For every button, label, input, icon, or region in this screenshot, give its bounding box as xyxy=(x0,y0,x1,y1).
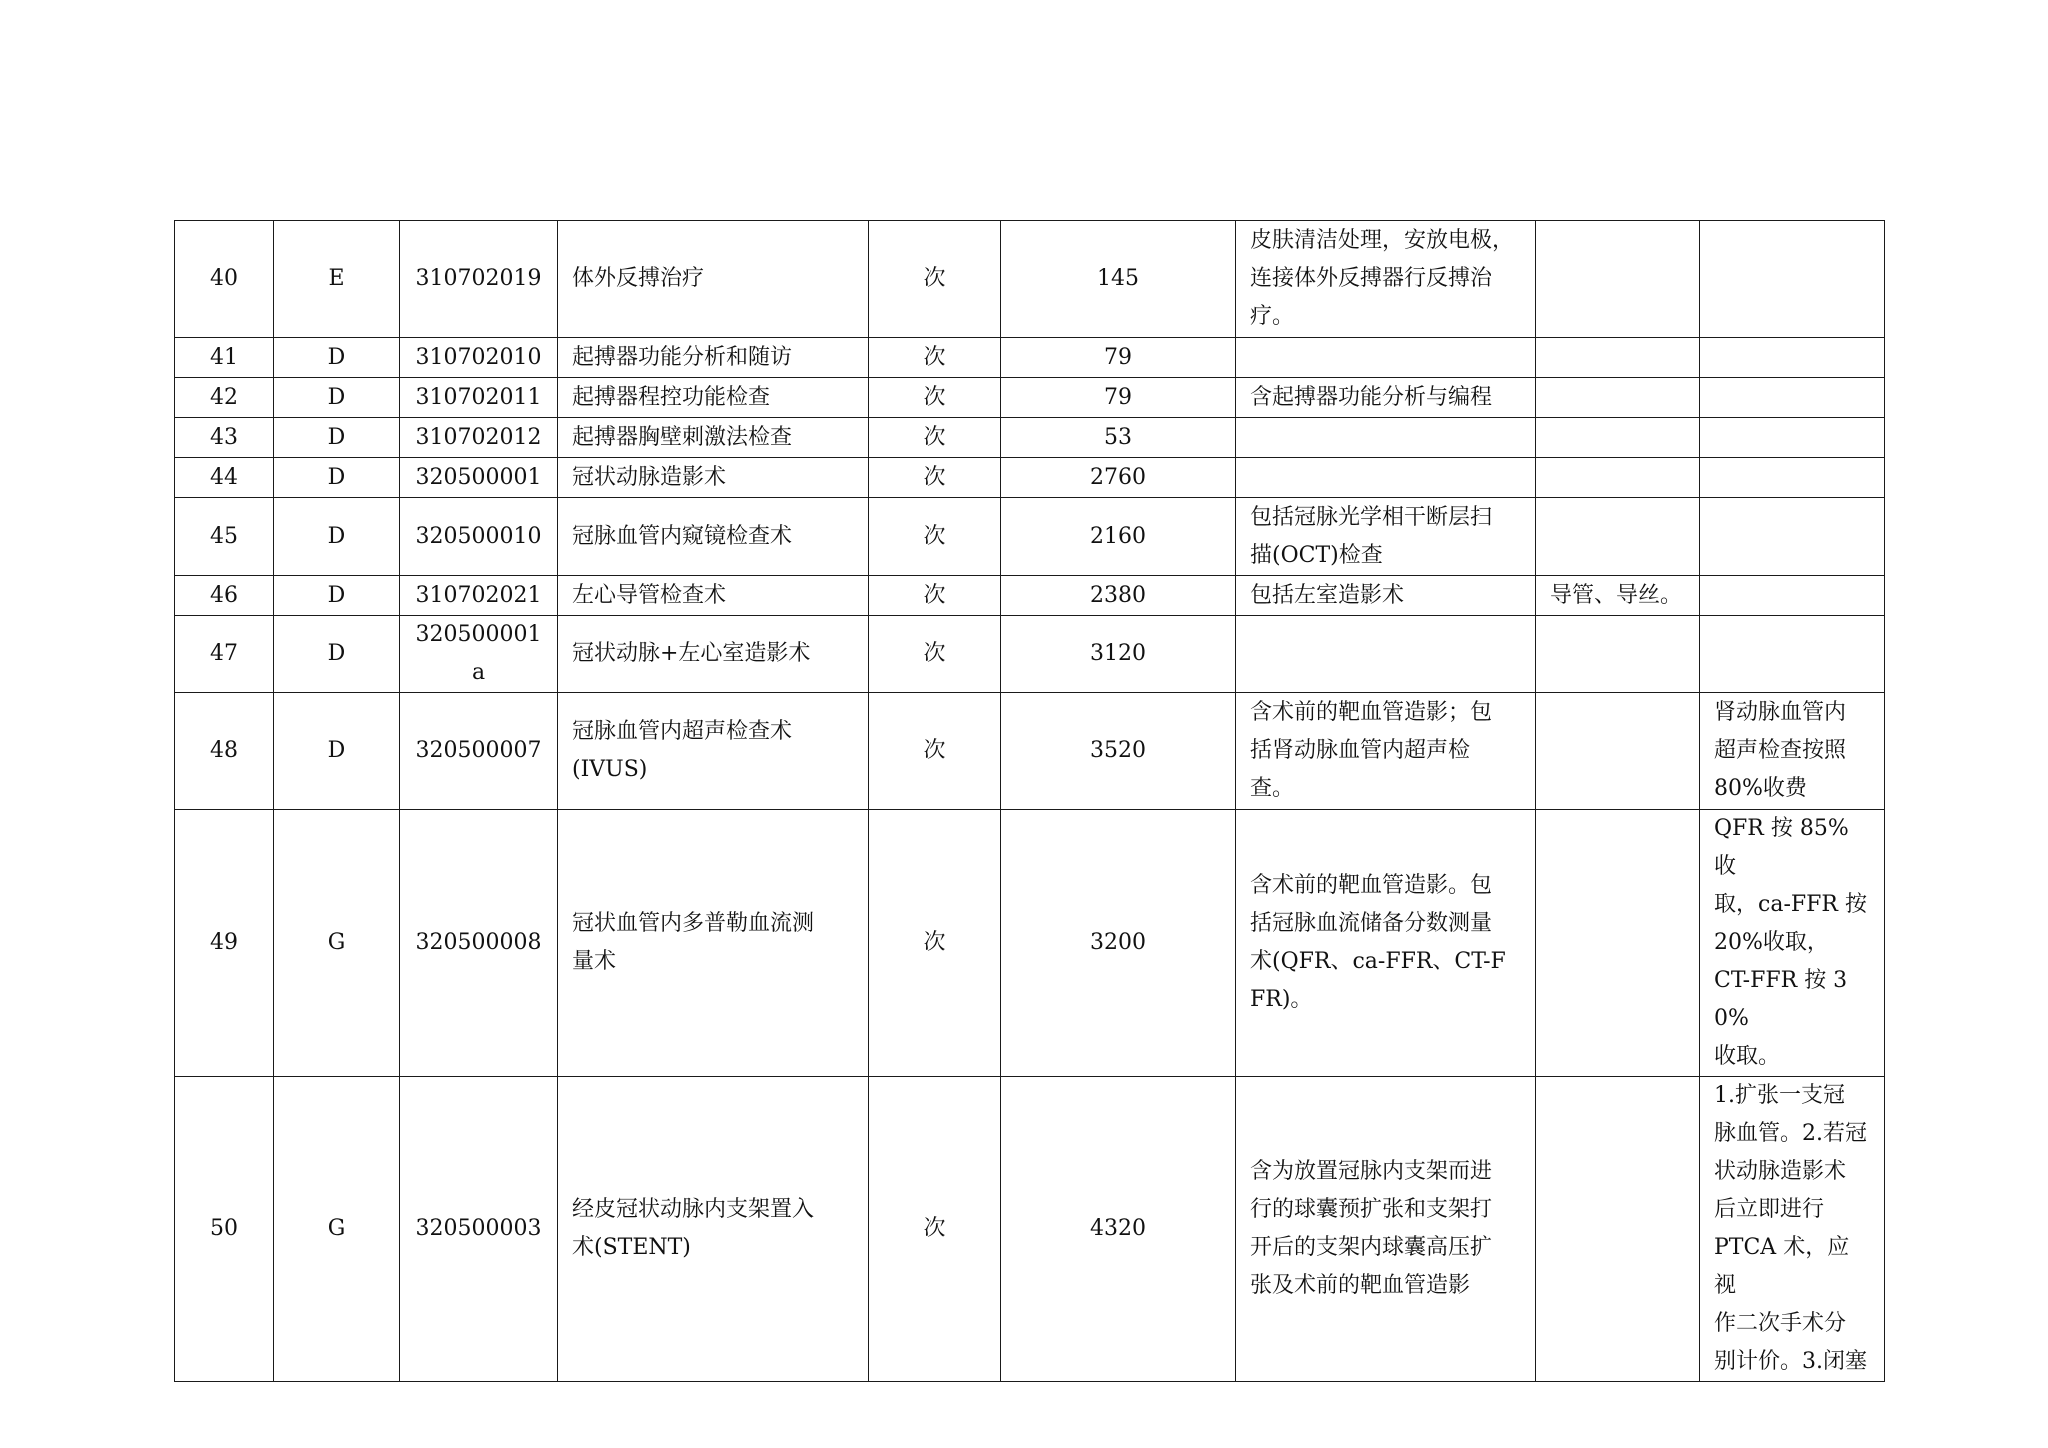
cell-note xyxy=(1700,338,1885,378)
cell-grade-text: D xyxy=(327,384,346,410)
cell-item-name-text: 冠脉血管内超声检查术 (IVUS) xyxy=(572,719,793,782)
cell-price-text: 53 xyxy=(1104,424,1132,450)
cell-price-text: 2160 xyxy=(1090,523,1146,549)
cell-price xyxy=(1001,378,1236,418)
cell-content-text: 含术前的靶血管造影；包 括肾动脉血管内超声检 查。 xyxy=(1250,700,1493,801)
cell-row-number xyxy=(175,616,274,693)
cell-price-text: 3200 xyxy=(1090,930,1146,955)
cell-note xyxy=(1700,810,1885,1077)
cell-grade-text: G xyxy=(327,930,346,955)
cell-item-code xyxy=(400,693,558,810)
cell-item-name-text: 经皮冠状动脉内支架置入 术(STENT) xyxy=(572,1197,815,1260)
cell-price xyxy=(1001,498,1236,576)
cell-price xyxy=(1001,338,1236,378)
cell-grade-text: D xyxy=(327,641,346,666)
cell-content xyxy=(1236,498,1536,576)
cell-grade-text: D xyxy=(327,582,346,608)
table-row xyxy=(175,221,1885,338)
cell-row-number-text: 48 xyxy=(210,738,238,763)
cell-exclusion xyxy=(1536,1077,1700,1382)
cell-price xyxy=(1001,458,1236,498)
cell-note xyxy=(1700,418,1885,458)
cell-content xyxy=(1236,1077,1536,1382)
cell-price-text: 79 xyxy=(1104,344,1132,370)
cell-unit-text: 次 xyxy=(923,930,946,955)
cell-row-number-text: 40 xyxy=(210,266,238,291)
cell-note xyxy=(1700,498,1885,576)
cell-row-number xyxy=(175,693,274,810)
cell-item-name xyxy=(558,810,869,1077)
cell-item-name xyxy=(558,693,869,810)
cell-content xyxy=(1236,378,1536,418)
cell-item-name-text: 起搏器胸壁刺激法检查 xyxy=(572,424,793,450)
cell-row-number-text: 46 xyxy=(210,582,238,608)
table-row xyxy=(175,810,1885,1077)
cell-unit-text: 次 xyxy=(923,1216,946,1241)
cell-unit-text: 次 xyxy=(923,523,946,549)
cell-item-code xyxy=(400,1077,558,1382)
cell-item-name xyxy=(558,221,869,338)
cell-item-code-text: 310702011 xyxy=(415,384,542,410)
cell-item-name xyxy=(558,576,869,616)
cell-item-code xyxy=(400,458,558,498)
cell-row-number-text: 44 xyxy=(210,464,238,490)
cell-exclusion xyxy=(1536,576,1700,616)
cell-row-number-text: 41 xyxy=(210,344,238,370)
cell-price xyxy=(1001,810,1236,1077)
cell-item-code-text: 320500001 xyxy=(415,464,542,490)
cell-unit-text: 次 xyxy=(923,384,946,410)
cell-item-code-text: 310702012 xyxy=(415,424,542,450)
cell-row-number xyxy=(175,498,274,576)
cell-grade xyxy=(274,498,400,576)
cell-content-text: 包括左室造影术 xyxy=(1250,582,1405,608)
cell-unit-text: 次 xyxy=(923,464,946,490)
cell-note xyxy=(1700,378,1885,418)
cell-content-text: 包括冠脉光学相干断层扫 描(OCT)检查 xyxy=(1250,504,1493,568)
cell-row-number xyxy=(175,338,274,378)
cell-exclusion xyxy=(1536,338,1700,378)
cell-row-number xyxy=(175,221,274,338)
cell-price-text: 79 xyxy=(1104,384,1132,410)
cell-item-name-text: 起搏器程控功能检查 xyxy=(572,384,771,410)
cell-note-text: 肾动脉血管内 超声检查按照 80%收费 xyxy=(1714,700,1847,801)
cell-price-text: 2760 xyxy=(1090,464,1146,490)
cell-item-name xyxy=(558,616,869,693)
cell-item-name xyxy=(558,378,869,418)
cell-row-number-text: 49 xyxy=(210,930,238,955)
cell-exclusion xyxy=(1536,458,1700,498)
cell-note-text: QFR 按 85%收 取，ca-FFR 按 20%收取， CT-FFR 按 30% 收取。 xyxy=(1714,816,1867,1069)
cell-price-text: 4320 xyxy=(1090,1216,1146,1241)
cell-item-name xyxy=(558,338,869,378)
cell-grade xyxy=(274,378,400,418)
table-row xyxy=(175,338,1885,378)
cell-item-name xyxy=(558,498,869,576)
cell-row-number xyxy=(175,458,274,498)
cell-grade-text: D xyxy=(327,738,346,763)
table-row xyxy=(175,616,1885,693)
cell-content xyxy=(1236,576,1536,616)
cell-row-number xyxy=(175,1077,274,1382)
cell-unit xyxy=(869,616,1001,693)
cell-row-number xyxy=(175,576,274,616)
cell-unit-text: 次 xyxy=(923,738,946,763)
cell-grade-text: D xyxy=(327,424,346,450)
cell-exclusion xyxy=(1536,616,1700,693)
cell-unit-text: 次 xyxy=(923,641,946,666)
cell-item-code-text: 310702019 xyxy=(415,266,542,291)
table-row xyxy=(175,693,1885,810)
cell-row-number-text: 43 xyxy=(210,424,238,450)
cell-price xyxy=(1001,1077,1236,1382)
cell-content xyxy=(1236,616,1536,693)
cell-item-name xyxy=(558,418,869,458)
cell-content-text: 含术前的靶血管造影。包 括冠脉血流储备分数测量 术(QFR、ca-FFR、CT-FFR)。 xyxy=(1250,873,1506,1012)
cell-item-name-text: 冠脉血管内窥镜检查术 xyxy=(572,523,793,549)
cell-content xyxy=(1236,810,1536,1077)
cell-unit xyxy=(869,576,1001,616)
cell-unit xyxy=(869,378,1001,418)
cell-grade-text: D xyxy=(327,344,346,370)
cell-content-text: 含起搏器功能分析与编程 xyxy=(1250,384,1493,410)
cell-row-number xyxy=(175,810,274,1077)
cell-note xyxy=(1700,693,1885,810)
cell-row-number-text: 47 xyxy=(210,641,238,666)
cell-exclusion xyxy=(1536,418,1700,458)
cell-exclusion-text: 导管、导丝。 xyxy=(1550,582,1683,608)
cell-item-code xyxy=(400,338,558,378)
cell-item-name xyxy=(558,458,869,498)
cell-grade xyxy=(274,418,400,458)
cell-content xyxy=(1236,458,1536,498)
cell-note xyxy=(1700,1077,1885,1382)
cell-grade xyxy=(274,221,400,338)
cell-price xyxy=(1001,418,1236,458)
cell-content xyxy=(1236,418,1536,458)
table-row xyxy=(175,378,1885,418)
cell-exclusion xyxy=(1536,810,1700,1077)
cell-content xyxy=(1236,221,1536,338)
cell-note xyxy=(1700,221,1885,338)
cell-item-name-text: 起搏器功能分析和随访 xyxy=(572,344,793,370)
cell-note xyxy=(1700,616,1885,693)
cell-unit xyxy=(869,418,1001,458)
cell-unit-text: 次 xyxy=(923,266,946,291)
cell-grade-text: E xyxy=(328,266,345,291)
cell-price-text: 2380 xyxy=(1090,582,1146,608)
cell-unit xyxy=(869,810,1001,1077)
cell-row-number xyxy=(175,418,274,458)
cell-row-number-text: 42 xyxy=(210,384,238,410)
cell-unit xyxy=(869,458,1001,498)
cell-price xyxy=(1001,693,1236,810)
cell-content xyxy=(1236,338,1536,378)
cell-exclusion xyxy=(1536,221,1700,338)
cell-item-name xyxy=(558,1077,869,1382)
cell-price xyxy=(1001,576,1236,616)
cell-note-text: 1.扩张一支冠 脉血管。2.若冠 状动脉造影术 后立即进行 PTCA 术，应视 作二次手术分 别计价。3.闭塞 xyxy=(1714,1083,1867,1374)
cell-unit xyxy=(869,221,1001,338)
cell-grade xyxy=(274,693,400,810)
cell-unit xyxy=(869,1077,1001,1382)
cell-grade xyxy=(274,338,400,378)
cell-content xyxy=(1236,693,1536,810)
cell-item-name-text: 冠状动脉+左心室造影术 xyxy=(572,641,811,666)
cell-price-text: 3120 xyxy=(1090,641,1146,666)
table-row xyxy=(175,418,1885,458)
cell-item-name-text: 左心导管检查术 xyxy=(572,582,727,608)
cell-unit-text: 次 xyxy=(923,344,946,370)
cell-row-number-text: 45 xyxy=(210,523,238,549)
table-row xyxy=(175,1077,1885,1382)
cell-unit xyxy=(869,338,1001,378)
cell-note xyxy=(1700,576,1885,616)
cell-grade xyxy=(274,1077,400,1382)
cell-item-code xyxy=(400,378,558,418)
cell-item-code-text: 320500007 xyxy=(415,738,542,763)
cell-item-code xyxy=(400,576,558,616)
cell-row-number xyxy=(175,378,274,418)
cell-item-name-text: 冠状血管内多普勒血流测 量术 xyxy=(572,911,815,974)
cell-unit-text: 次 xyxy=(923,582,946,608)
cell-unit xyxy=(869,693,1001,810)
fee-table xyxy=(174,220,1885,1382)
table-row xyxy=(175,576,1885,616)
table-body xyxy=(175,221,1885,1382)
table-row xyxy=(175,458,1885,498)
cell-item-code-text: 320500003 xyxy=(415,1216,542,1241)
cell-grade xyxy=(274,616,400,693)
cell-note xyxy=(1700,458,1885,498)
cell-grade-text: G xyxy=(327,1216,346,1241)
cell-unit-text: 次 xyxy=(923,424,946,450)
cell-exclusion xyxy=(1536,498,1700,576)
cell-item-code-text: 320500008 xyxy=(415,930,542,955)
cell-grade xyxy=(274,576,400,616)
cell-grade-text: D xyxy=(327,523,346,549)
cell-row-number-text: 50 xyxy=(210,1216,238,1241)
cell-item-name-text: 体外反搏治疗 xyxy=(572,266,705,291)
cell-price xyxy=(1001,616,1236,693)
cell-item-code xyxy=(400,418,558,458)
cell-exclusion xyxy=(1536,693,1700,810)
cell-price-text: 3520 xyxy=(1090,738,1146,763)
cell-grade xyxy=(274,458,400,498)
cell-grade-text: D xyxy=(327,464,346,490)
cell-price-text: 145 xyxy=(1097,266,1139,291)
cell-item-code-text: 310702021 xyxy=(415,582,542,608)
cell-item-code xyxy=(400,221,558,338)
cell-item-code xyxy=(400,616,558,693)
cell-price xyxy=(1001,221,1236,338)
cell-item-code xyxy=(400,810,558,1077)
cell-item-code-text: 320500001a xyxy=(415,622,542,685)
cell-content-text: 皮肤清洁处理，安放电极， 连接体外反搏器行反搏治 疗。 xyxy=(1250,228,1515,329)
cell-unit xyxy=(869,498,1001,576)
table-row xyxy=(175,498,1885,576)
cell-item-code xyxy=(400,498,558,576)
cell-grade xyxy=(274,810,400,1077)
cell-exclusion xyxy=(1536,378,1700,418)
cell-item-code-text: 320500010 xyxy=(415,523,542,549)
cell-content-text: 含为放置冠脉内支架而进 行的球囊预扩张和支架打 开后的支架内球囊高压扩 张及术前的靶血管造影 xyxy=(1250,1159,1493,1298)
cell-item-name-text: 冠状动脉造影术 xyxy=(572,464,727,490)
cell-item-code-text: 310702010 xyxy=(415,344,542,370)
